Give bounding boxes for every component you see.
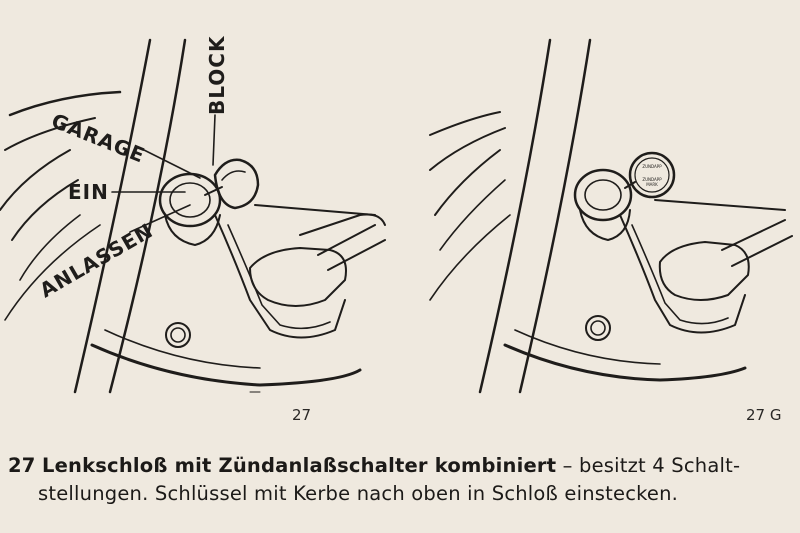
- figure-27-illustration: [0, 40, 385, 392]
- figure-number-27: 27: [292, 406, 312, 424]
- label-anlassen: ANLASSEN: [35, 218, 158, 303]
- caption-line-2: stellungen. Schlüssel mit Kerbe nach oben in Schloß einstecken.: [38, 482, 679, 505]
- caption-number: 27: [8, 454, 36, 477]
- key-text-bottom: MARK: [646, 182, 658, 187]
- label-ein: EIN: [68, 180, 109, 204]
- figure-caption: [8, 452, 796, 508]
- label-block: BLOCK: [205, 35, 229, 115]
- figure-27g-illustration: [430, 40, 792, 392]
- key-text-mid: ZUNDAPP: [642, 177, 662, 182]
- figure-number-27g: 27 G: [746, 406, 782, 424]
- key-logo-text: ZUNDAPP: [642, 164, 662, 169]
- label-garage: GARAGE: [48, 108, 149, 168]
- caption-dash-text: – besitzt 4 Schalt-: [556, 454, 741, 477]
- caption-title: Lenkschloß mit Zündanlaßschalter kombiniert: [41, 454, 557, 477]
